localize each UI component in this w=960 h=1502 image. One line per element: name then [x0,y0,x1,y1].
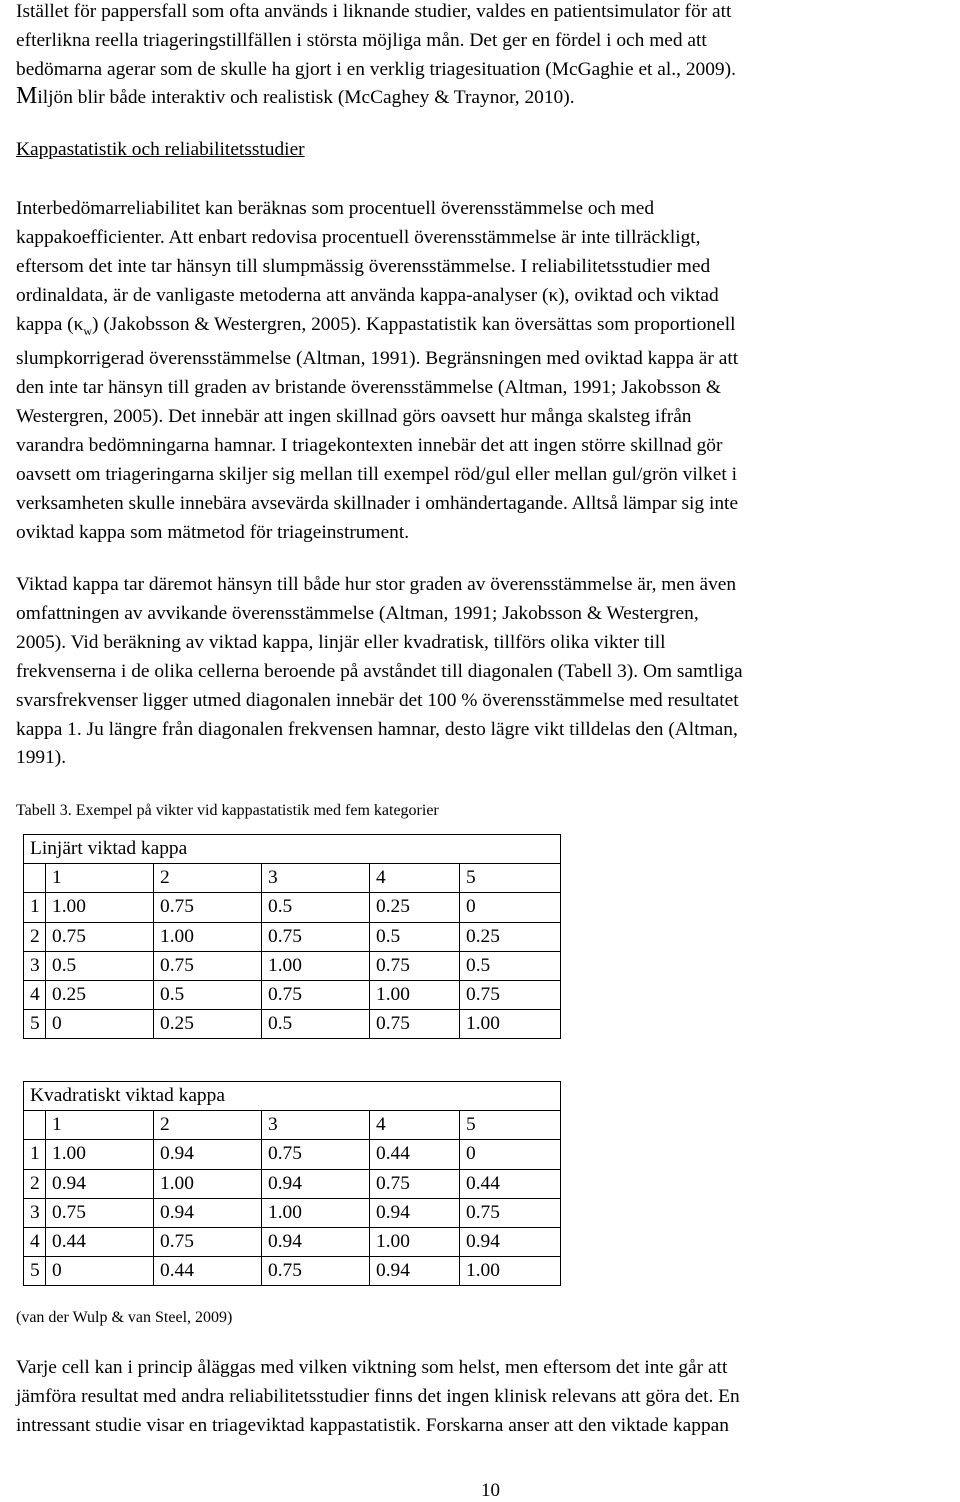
table-cell: 0 [46,1010,154,1039]
table-row [24,893,561,922]
table-header-cell: 1 [46,864,154,893]
table-row-label: 3 [24,951,46,980]
page-number: 10 [481,1480,500,1501]
table-cell: 0.25 [46,980,154,1009]
paragraph-kappa-part-b: ) (Jakobsson & Westergren, 2005). Kappastatistik kan översättas som proportionell slumpkorrigerad överensstämmelse (Altman, 1991). Begränsningen med oviktad kappa är att den inte tar hänsyn till graden av bristande överensstämmelse (Altman, 1991; Jakobsson & Westergren, 2005). Det innebär att ingen skillnad görs oavsett hur många skalsteg ifrån varandra bedömningarna hamnar. I triagekontexten innebär det att ingen större skillnad gör oavsett om triageringarna skiljer sig mellan till exempel röd/gul eller mellan gul/grön vilket i verksamheten skulle innebära avsevärda skillnader i omhändertagande. Alltså lämpar sig inte oviktad kappa som mätmetod för triageinstrument. [16,313,739,543]
table-row-label: 2 [24,922,46,951]
table-cell: 0.44 [370,1140,460,1169]
table-cell: 0.75 [46,922,154,951]
table-cell: 0.75 [370,1010,460,1039]
table-cell: 0.75 [460,1198,561,1227]
table-cell: 0.75 [262,1140,370,1169]
table-row [24,1198,561,1227]
paragraph-intro-last-line [16,82,946,113]
paragraph-weighted-kappa: Viktad kappa tar däremot hänsyn till både hur stor graden av överensstämmelse är, men även omfattningen av avvikande överensstämmelse (Altman, 1991; Jakobsson & Westergren, 2005). Vid beräkning av viktad kappa, linjär eller kvadratisk, tillförs olika vikter till frekvenserna i de olika cellerna beroende på avståndet till diagonalen (Tabell 3). Om samtliga svarsfrekvenser ligger utmed diagonalen innebär det 100 % överensstämmelse med resultatet kappa 1. Ju längre från diagonalen frekvensen hamnar, desto lägre vikt tilldelas den (Altman, 1991). [16,574,743,769]
table-title-row [24,835,561,864]
table-cell: 0 [460,893,561,922]
table-header-cell: 2 [154,864,262,893]
table-row [24,980,561,1009]
linear-weights-table [23,834,561,1039]
table-header-cell: 4 [370,1111,460,1140]
paragraph-weighting: Varje cell kan i princip åläggas med vilken viktning som helst, men eftersom det inte går att jämföra resultat med andra reliabilitetsstudier finns det ingen klinisk relevans att göra det. En intressant studie visar en triageviktad kappastatistik. Forskarna anser att den viktade kappan [16,1357,740,1436]
table-source: (van der Wulp & van Steel, 2009) [16,1309,233,1326]
table-cell: 1.00 [154,922,262,951]
paragraph-intro: Istället för pappersfall som ofta används i liknande studier, valdes en patientsimulator för att efterlikna reella triageringstillfällen i största möjliga mån. Det ger en fördel i och med att bedömarna agerar som de skulle ha gjort i en verklig triagesituation (McGaghie et al., 2009). [16,1,736,80]
table-header-row [24,864,561,893]
table-cell: 0.75 [460,980,561,1009]
table-cell: 1.00 [154,1169,262,1198]
table-cell: 0.25 [460,922,561,951]
table-cell: 0.25 [154,1010,262,1039]
table-row [24,1010,561,1039]
table-row [24,1227,561,1256]
paragraph-kappa-part-a: Interbedömarreliabilitet kan beräknas som procentuell överensstämmelse och med kappakoefficienter. Att enbart redovisa procentuell överensstämmelse är inte tillräckligt, eftersom det inte tar hänsyn till slumpmässig överensstämmelse. I reliabilitetsstudier med ordinaldata, är de vanligaste metoderna att använda kappa-analyser (κ), oviktad och viktad kappa (κ [16,198,719,335]
section-heading: Kappastatistik och reliabilitetsstudier [16,139,305,160]
table-row-label: 4 [24,980,46,1009]
table-cell: 0.5 [154,980,262,1009]
table-header-cell: 5 [460,1111,561,1140]
table-header-cell: 4 [370,864,460,893]
table-cell: 0.5 [262,1010,370,1039]
table-cell: 0.44 [46,1227,154,1256]
table-row-label: 1 [24,1140,46,1169]
table-cell: 0.75 [262,980,370,1009]
table-row [24,1140,561,1169]
table-cell: 0.75 [262,1257,370,1286]
table-row-label: 5 [24,1257,46,1286]
table-cell: 0.5 [370,922,460,951]
table-header-cell: 2 [154,1111,262,1140]
table-cell: 0.75 [154,1227,262,1256]
table-header-cell [24,864,46,893]
table-cell: 0.75 [46,1198,154,1227]
paragraph-kappa [16,195,946,548]
table-cell: 1.00 [460,1010,561,1039]
table-cell: 0.5 [460,951,561,980]
table-title: Kvadratiskt viktad kappa [24,1082,561,1111]
last-line-text: iljön blir både interaktiv och realistisk (McCaghey & Traynor, 2010). [37,87,575,108]
table-cell: 0.94 [370,1198,460,1227]
table-cell: 0.5 [262,893,370,922]
table-cell: 1.00 [46,1140,154,1169]
table-cell: 1.00 [460,1257,561,1286]
table-row [24,922,561,951]
table-cell: 0.94 [262,1169,370,1198]
table-row-label: 3 [24,1198,46,1227]
table-cell: 0.94 [154,1198,262,1227]
table-title-row [24,1082,561,1111]
table-cell: 1.00 [262,951,370,980]
quadratic-weights-table [23,1081,561,1286]
table-cell: 0.94 [46,1169,154,1198]
table-cell: 1.00 [370,1227,460,1256]
table-cell: 0 [460,1140,561,1169]
table-header-cell: 3 [262,1111,370,1140]
table-cell: 0.75 [262,922,370,951]
table-cell: 0.5 [46,951,154,980]
table-cell: 0.94 [460,1227,561,1256]
table-cell: 0.44 [154,1257,262,1286]
initial-letter: M [16,83,38,109]
table-row-label: 4 [24,1227,46,1256]
table-cell: 0.94 [370,1257,460,1286]
table-row [24,1257,561,1286]
table-cell: 0.44 [460,1169,561,1198]
table-cell: 1.00 [262,1198,370,1227]
table-cell: 0.75 [154,893,262,922]
table-row-label: 2 [24,1169,46,1198]
table-cell: 0.94 [154,1140,262,1169]
table-row [24,1169,561,1198]
table-header-cell: 5 [460,864,561,893]
table-cell: 0 [46,1257,154,1286]
table-row-label: 5 [24,1010,46,1039]
table-row [24,951,561,980]
quadratic-weights-table-wrap [23,1081,561,1286]
table-cell: 1.00 [370,980,460,1009]
table-header-cell: 3 [262,864,370,893]
table-row-label: 1 [24,893,46,922]
table-cell: 0.75 [370,1169,460,1198]
table-cell: 0.75 [154,951,262,980]
table-cell: 0.94 [262,1227,370,1256]
table-caption: Tabell 3. Exempel på vikter vid kappastatistik med fem kategorier [16,802,439,819]
table-header-cell [24,1111,46,1140]
table-cell: 0.75 [370,951,460,980]
table-cell: 0.25 [370,893,460,922]
linear-weights-table-wrap [23,834,561,1039]
table-cell: 1.00 [46,893,154,922]
table-header-cell: 1 [46,1111,154,1140]
table-header-row [24,1111,561,1140]
table-title: Linjärt viktad kappa [24,835,561,864]
kappa-subscript: w [83,323,93,338]
